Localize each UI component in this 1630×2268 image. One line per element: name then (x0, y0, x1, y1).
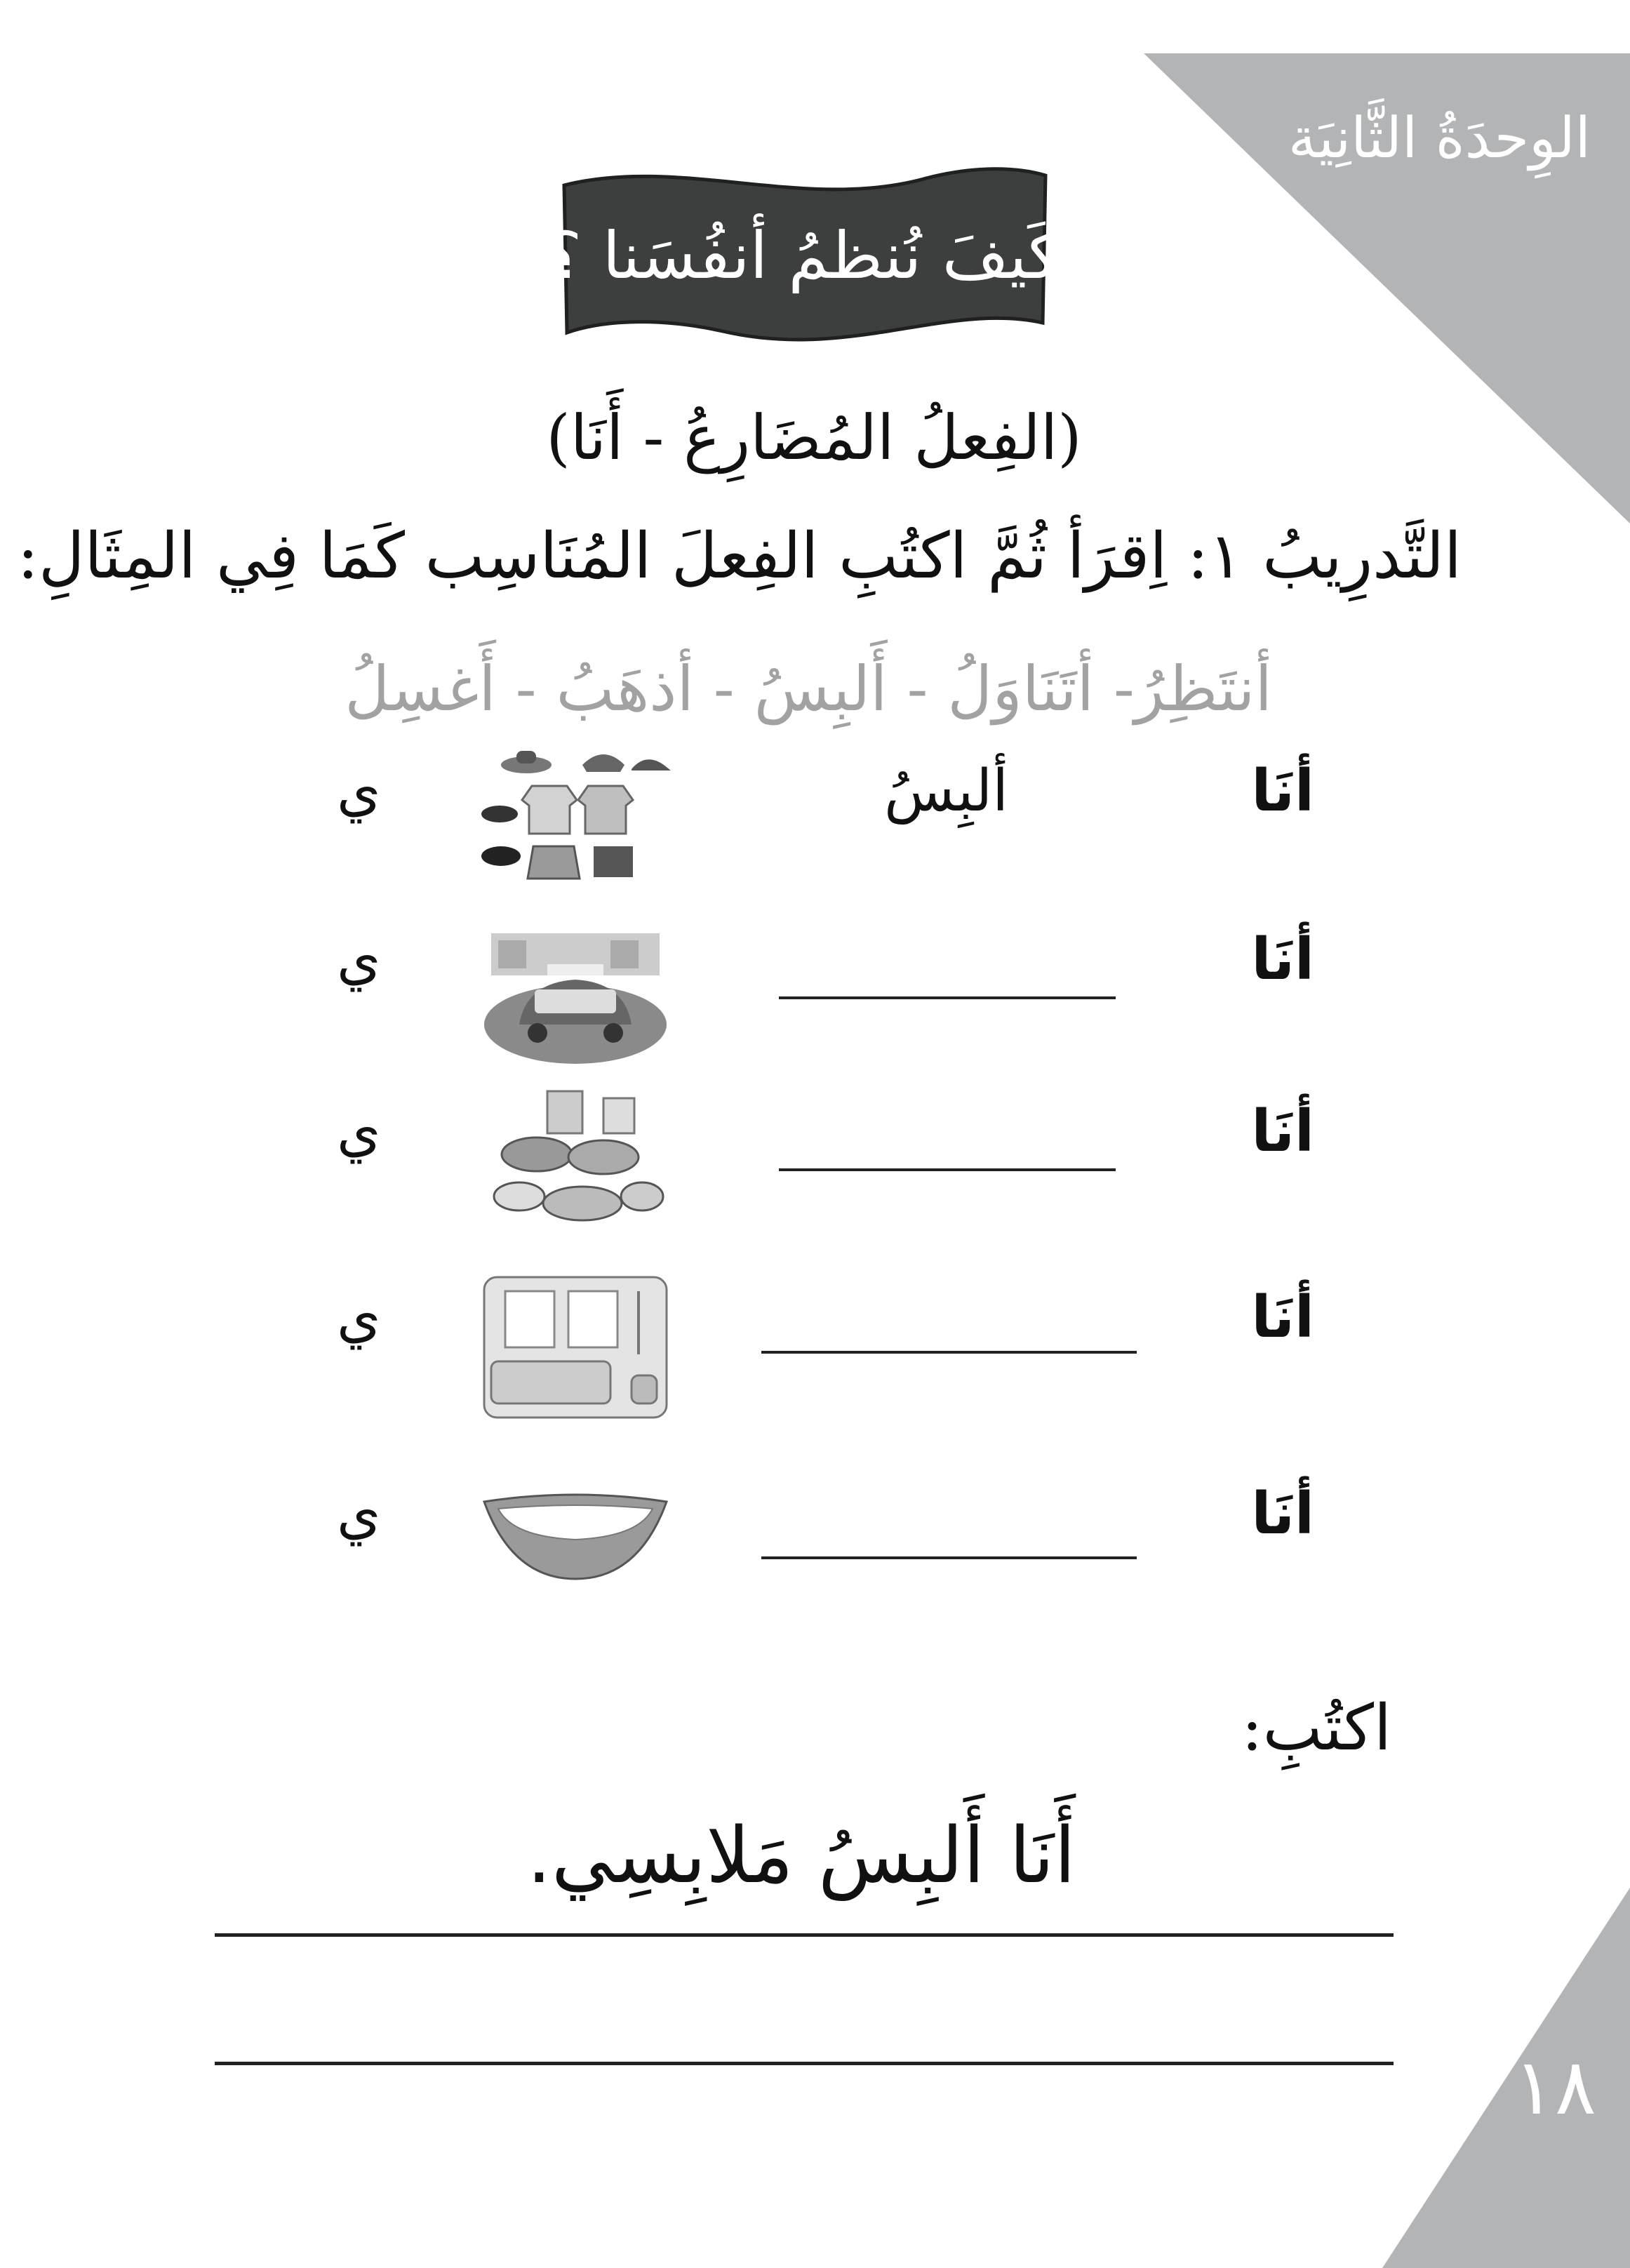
exercise-row (0, 1481, 1630, 1621)
exercise-row (0, 758, 1630, 898)
title-banner (547, 157, 1060, 354)
clothes-icon (470, 744, 681, 898)
lesson-subtitle: (الفِعلُ المُضَارِعُ - أَنَا) (546, 401, 1082, 474)
row-answer: ألبِسُ (884, 758, 1009, 825)
row-suffix: ي (337, 1481, 381, 1546)
answer-line[interactable] (761, 1351, 1137, 1354)
model-sentence: أَنَا أَلبِسُ مَلابِسِي. (526, 1810, 1076, 1900)
row-subject: أنَا (1251, 1284, 1314, 1351)
exercise-row (0, 926, 1630, 1067)
writing-line[interactable] (215, 2062, 1394, 2065)
exercise-instruction: التَّدرِيبُ ١: اِقرَأ ثُمَّ اكتُبِ الفِعلَ المُنَاسِب كَمَا فِي المِثَالِ: (17, 519, 1462, 593)
row-subject: أنَا (1251, 1098, 1314, 1165)
write-label: اكتُبِ: (1241, 1691, 1391, 1765)
answer-line[interactable] (761, 1556, 1137, 1559)
row-suffix: ي (337, 1284, 381, 1349)
row-subject: أنَا (1251, 1481, 1314, 1547)
bathroom-icon (470, 1270, 681, 1425)
answer-line[interactable] (779, 1168, 1116, 1171)
row-suffix: ي (337, 926, 381, 992)
teeth-icon (470, 1474, 681, 1628)
breakfast-icon (470, 1084, 681, 1239)
writing-line[interactable] (215, 1933, 1394, 1937)
row-suffix: ي (337, 1098, 381, 1163)
banner-title: كَيفَ نُنظمُ أنفُسَنا ؟ (547, 218, 1060, 293)
word-bank: أنتَظِرُ- أتَنَاوَلُ - أَلبِسُ - أذهَبُ - أَغسِلُ (345, 653, 1272, 725)
row-subject: أنَا (1251, 926, 1314, 993)
page-number: ١٨ (1513, 2042, 1596, 2132)
exercise-row (0, 1284, 1630, 1425)
exercise-row (0, 1098, 1630, 1239)
row-suffix: ي (337, 758, 381, 823)
answer-line[interactable] (779, 996, 1116, 999)
unit-title: الوِحدَةُ الثَّانِيَة (1288, 105, 1591, 171)
row-subject: أنَا (1251, 758, 1314, 825)
school-bus-icon (470, 919, 681, 1074)
